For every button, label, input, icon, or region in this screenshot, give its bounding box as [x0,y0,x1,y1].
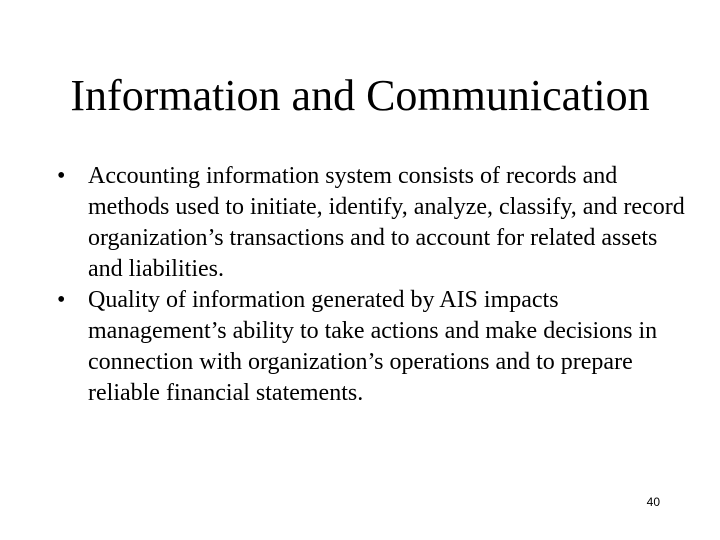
slide-title: Information and Communication [70,71,650,120]
bullet-item-information-quality [54,285,694,409]
bullet-item-ais-definition [54,161,694,285]
bullet-text: Accounting information system consists of records and methods used to initiate, identify, analyze, classify, and record organization’s transactions and to account for related assets and liabilities. [88,163,685,282]
page-number: 40 [646,495,660,509]
bullet-list [54,161,694,409]
bullet-text: Quality of information generated by AIS impacts management’s ability to take actions and make decisions in connection with organization’s operations and to prepare reliable financial statements. [88,287,658,406]
bullet-icon: • [57,287,66,313]
bullet-icon: • [57,163,66,189]
